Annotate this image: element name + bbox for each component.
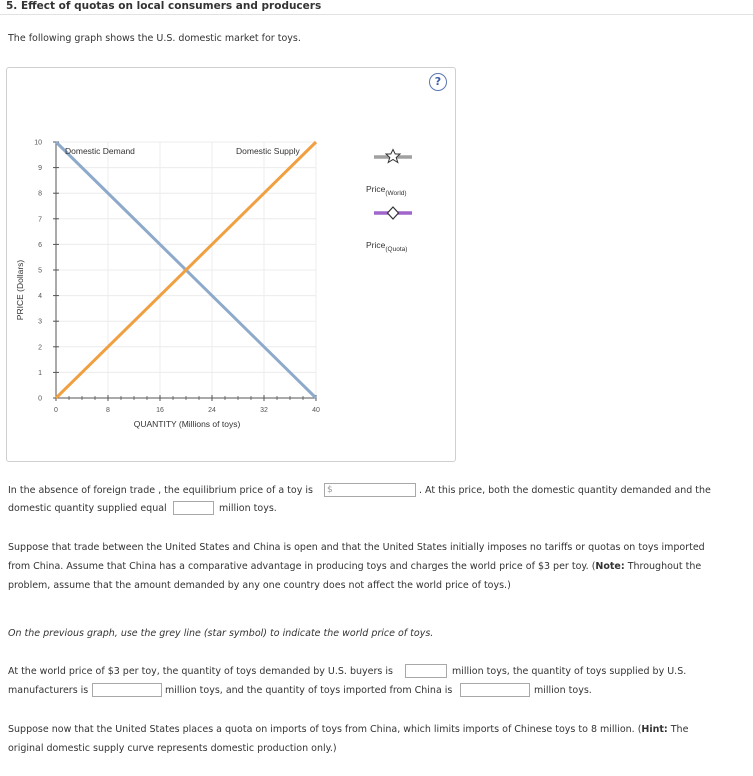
- note-label: Note:: [595, 561, 625, 572]
- star-icon: [386, 150, 400, 163]
- demand-curve-label: Domestic Demand: [65, 146, 135, 156]
- svg-text:Price(World): [366, 184, 407, 197]
- quota-price-tool[interactable]: [374, 207, 412, 219]
- y-tick-label: 0: [38, 395, 42, 403]
- quantity-supplied-input[interactable]: [92, 683, 162, 697]
- quota-price-legend-sub: (Quota): [385, 246, 408, 253]
- supply-curve-label: Domestic Supply: [236, 146, 300, 156]
- y-axis-label: PRICE (Dollars): [15, 259, 25, 321]
- equilibrium-quantity-input[interactable]: [173, 501, 214, 515]
- y-tick-label: 4: [38, 293, 42, 301]
- q1-text-end: . At this price, both the domestic quantity demanded and the: [419, 485, 711, 496]
- trade-paragraph-line1: Suppose that trade between the United States and China is open and that the United States initially imposes no tariffs or quotas on toys imported: [8, 542, 705, 553]
- x-tick-label: 32: [260, 407, 268, 414]
- quota-price-legend-label: Price: [366, 240, 386, 250]
- q1-line2-end: million toys.: [219, 503, 277, 514]
- diamond-icon: [388, 207, 399, 219]
- q1-text-start: In the absence of foreign trade , the equilibrium price of a toy is: [8, 485, 313, 496]
- world-price-legend-label: Price: [366, 184, 386, 194]
- y-tick-label: 3: [38, 318, 42, 326]
- trade-paragraph-line2: from China. Assume that China has a comparative advantage in producing toys and charges the world price of $3 per toy. (Note: Throughout the: [8, 561, 702, 572]
- equilibrium-price-input[interactable]: $: [324, 483, 416, 497]
- q1-line2-start: domestic quantity supplied equal: [8, 503, 167, 514]
- y-tick-label: 10: [34, 139, 42, 147]
- world-price-legend-sub: (World): [385, 190, 407, 197]
- y-tick-label: 9: [38, 165, 42, 173]
- intro-text: The following graph shows the U.S. domestic market for toys.: [8, 33, 301, 44]
- graph-instruction: On the previous graph, use the grey line (star symbol) to indicate the world price of toys.: [8, 628, 434, 639]
- y-tick-label: 1: [38, 369, 42, 377]
- x-tick-label: 0: [54, 407, 58, 414]
- page-title: 5. Effect of quotas on local consumers and producers: [6, 0, 322, 12]
- quantity-imported-input[interactable]: [460, 683, 530, 697]
- x-tick-label: 24: [208, 407, 216, 414]
- quota-paragraph-line1: Suppose now that the United States places a quota on imports of toys from China, which limits imports of Chinese toys to 8 million. (Hint: The: [8, 724, 689, 735]
- q2-line2-start: manufacturers is: [8, 685, 89, 696]
- q2-line1-end: million toys, the quantity of toys supplied by U.S.: [452, 666, 687, 677]
- x-tick-label: 40: [312, 407, 320, 414]
- hint-label: Hint:: [641, 724, 668, 735]
- quota-paragraph-line2: original domestic supply curve represents domestic production only.): [8, 743, 337, 754]
- y-tick-label: 7: [38, 216, 42, 224]
- q2-line1-start: At the world price of $3 per toy, the quantity of toys demanded by U.S. buyers is: [8, 666, 393, 677]
- x-tick-label: 8: [106, 407, 110, 414]
- quantity-demanded-input[interactable]: [405, 664, 447, 678]
- q2-line2-mid: million toys, and the quantity of toys imported from China is: [165, 685, 453, 696]
- y-tick-label: 5: [38, 267, 42, 275]
- help-icon[interactable]: ?: [429, 73, 447, 91]
- y-tick-label: 6: [38, 241, 42, 249]
- svg-text:Price(Quota): [366, 240, 407, 253]
- world-price-tool[interactable]: [374, 150, 412, 163]
- x-tick-label: 16: [156, 407, 164, 414]
- y-tick-label: 2: [38, 344, 42, 352]
- x-axis-label: QUANTITY (Millions of toys): [133, 419, 241, 429]
- q2-line2-end: million toys.: [534, 685, 592, 696]
- trade-paragraph-line3: problem, assume that the amount demanded by any one country does not affect the world price of toys.): [8, 580, 511, 591]
- y-tick-label: 8: [38, 190, 42, 198]
